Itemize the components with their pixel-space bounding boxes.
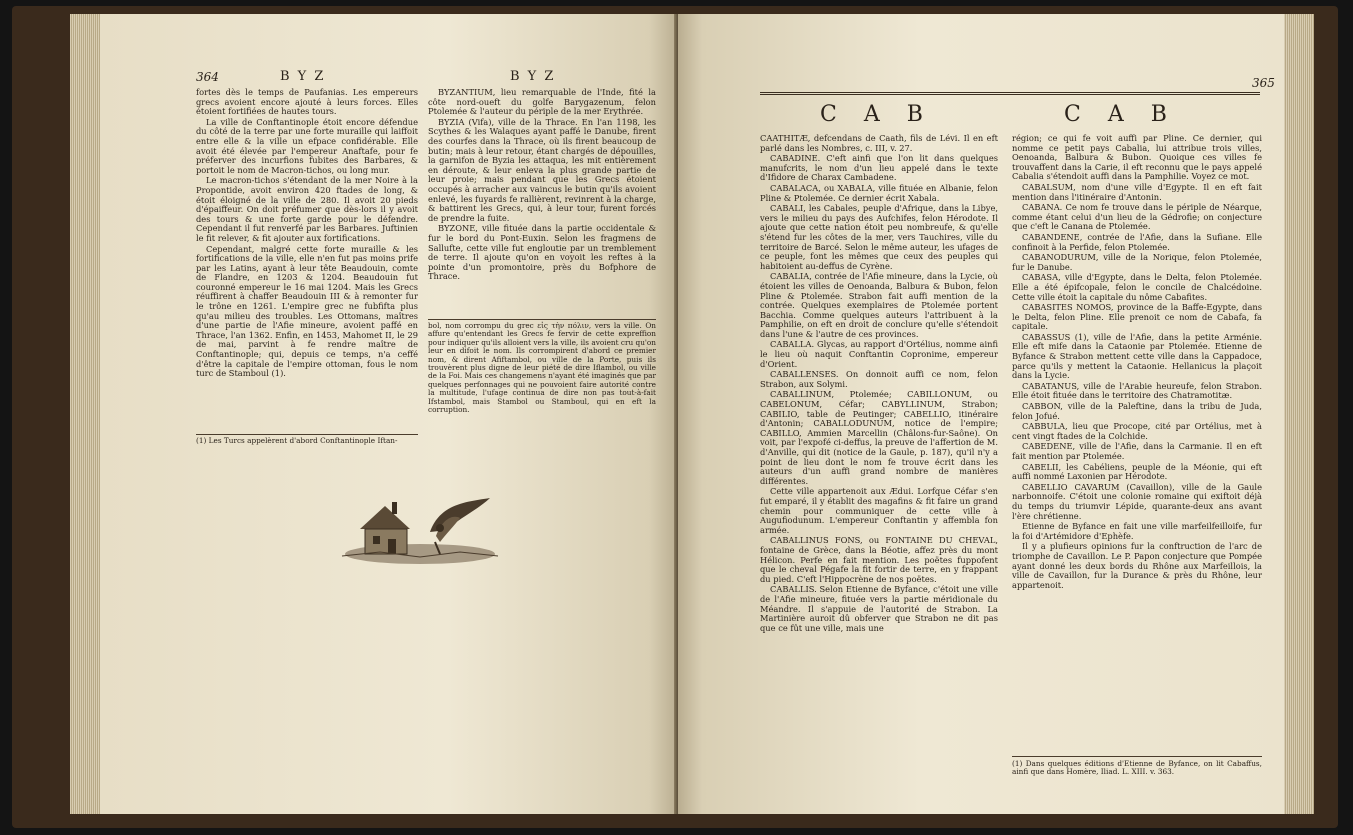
entry-caballinus-fons: CABALLINUS FONS, ou FONTAINE DU CHEVAL, fontaine de Grèce, dans la Béotie, affez près du mont Hélicon. Perfe en fait mention. Les poëtes fuppofent que le cheval Pégafe la fit fortir de terre, en y frappant du pied. C'eft l'Hippocrène de nos poëtes. [760, 535, 998, 584]
entry-cabbula: CABBULA, lieu que Procope, cité par Ortélius, met à cent vingt ftades de la Colchide. [1012, 421, 1262, 441]
paragraph: fortes dès le temps de Paufanias. Les empereurs grecs avoient encore ajouté à leurs forces. Elles étoient fortifiées de hautes tours. [196, 87, 418, 117]
running-head-left-2: B Y Z [510, 69, 556, 84]
entry-cabbon: CABBON, ville de la Paleftine, dans la tribu de Juda, felon Jofué. [1012, 401, 1262, 421]
paragraph: Le macron-tichos s'étendant de la mer Noire à la Propontide, avoit environ 420 ftades de long, & étoit éloigné de la ville de 280. Il avoit 20 pieds d'épaiffeur. On doit préfumer que dès-lors il y avoit des tours & une forte garde pour le défendre. Cependant il fut renverfé par les Barbares. Juftinien le fit relever, & fit ajouter aux fortifications. [196, 175, 418, 243]
section-title-left: C A B [820, 102, 933, 127]
entry-cabasites-nomos: CABASITES NOMOS, province de la Baffe-Egypte, dans le Delta, felon Pline. Elle prenoit ce nom de Cabafa, fa capitale. [1012, 302, 1262, 332]
entry-cabasa: CABASA, ville d'Egypte, dans le Delta, felon Ptolemée. Elle a été épifcopale, felon le concile de Chalcédoine. Cette ville étoit la capitale du nôme Cabafites. [1012, 272, 1262, 302]
entry-byzia: BYZIA (Vifa), ville de la Thrace. En l'an 1198, les Scythes & les Walaques ayant paffé le Danube, firent des courfes dans la Thrace, où ils firent beaucoup de butin; mais à leur retour, étant chargés de dépouilles, la garnifon de Byzia les attaqua, les mit entièrement en déroute, & leur enleva la plus grande partie de leur proie; mais pendant que les Grecs étoient occupés à arracher aux vaincus le butin qu'ils avoient enlevé, les fuyards fe rallièrent, revinrent à la charge, & battirent les Grecs, qui, à leur tour, furent forcés de prendre la fuite. [428, 116, 656, 223]
page-number-left: 364 [196, 70, 219, 84]
footnote-left-1: (1) Les Turcs appelèrent d'abord Conftantinople Iftan- [196, 436, 398, 445]
page-edges-right [1280, 14, 1314, 814]
paragraph: Il y a plufieurs opinions fur la conftruction de l'arc de triomphe de Cavaillon. Le P. Papon conjecture que Pompée ayant donné les deux bords du Rhône aux Marfeillois, la ville de Cavaillon, fur la Durance & près du Rhône, leur appartenoit. [1012, 541, 1262, 590]
vignette-farm-eagle-illustration [340, 484, 500, 569]
page-number-right: 365 [1252, 76, 1275, 90]
entry-cabellio-cavarum: CABELLIO CAVARUM (Cavaillon), ville de la Gaule narbonnoife. C'étoit une colonie romaine qui exiftoit déjà du temps du triumvir Lépide, quarante-deux ans avant l'ère chrétienne. [1012, 481, 1262, 521]
section-title-right: C A B [1064, 102, 1177, 127]
entry-cabassus: CABASSUS (1), ville de l'Afie, dans la petite Arménie. Elle eft mife dans la Cataonie par Ptolemée. Etienne de Byfance & Strabon mettent cette ville dans la Cappadoce, parce qu'ils y mettent la Cataonie. Hellanicus la plaçoit dans la Lycie. [1012, 331, 1262, 381]
paragraph: Cette ville appartenoit aux Ædui. Lorfque Céfar s'en fut emparé, il y établit des magafins & fit faire un grand chemin pour communiquer de cette ville à Augufiodunum. L'empereur Conftantin y affembla fon armée. [760, 486, 998, 535]
entry-cabandene: CABANDENE, contrée de l'Afie, dans la Sufiane. Elle confinoit à la Perfide, felon Ptolemée. [1012, 231, 1262, 252]
paragraph: région; ce qui fe voit auffi par Pline. Ce dernier, qui nomme ce petit pays Cabalia, lui attribue trois villes, Oenoanda, Balbura & Bubon. Quoique ces villes fe trouvaffent dans la Carie, il eft reconnu que le pays appelé Cabalia s'étendoit auffi dans la Pamphilie. Voyez ce mot. [1012, 133, 1262, 182]
entry-byzone: BYZONE, ville fituée dans la partie occidentale & fur le bord du Pont-Euxin. Selon les fragmens de Sallufte, cette ville fut engloutie par un tremblement de terre. Il ajoute qu'on en voyoit les reftes à la pointe d'un promontoire, près du Bofphore de Thrace. [428, 223, 656, 282]
entry-caathitae: CAATHITÆ, defcendans de Caath, fils de Lévi. Il en eft parlé dans les Nombres, c. III, v. 27. [760, 133, 998, 153]
entry-cabelii: CABELII, les Cabéliens, peuple de la Méonie, qui eft auffi nommé Laxonien par Hérodote. [1012, 461, 1262, 482]
entry-cabalaca: CABALACA, ou XABALA, ville fituée en Albanie, felon Pline & Ptolemée. Ce dernier écrit Xabala. [760, 182, 998, 203]
paragraph: Etienne de Byfance en fait une ville marfeilfeilloife, fur la foi d'Artémidore d'Ephèfe. [1012, 521, 1262, 541]
header-rule [760, 92, 1260, 95]
footnote-rule [196, 434, 418, 435]
entry-cabadine: CABADINE. C'eft ainfi que l'on lit dans quelques manufcrits, le nom d'un lieu appelé dans le texte d'Ifidore de Charax Cambadene. [760, 153, 998, 183]
footnote-right: (1) Dans quelques éditions d'Etienne de Byfance, on lit Cabaffus, ainfi que dans Homère, Iliad. L. XIII. v. 363. [1012, 759, 1262, 777]
right-column-2 [1012, 134, 1262, 591]
entry-cabali: CABALI, les Cabales, peuple d'Afrique, dans la Libye, vers le milieu du pays des Aufchifes, felon Hérodote. Il ajoute que cette nation étoit peu nombreufe, & qu'elle s'étend fur les côtes de la mer, vers Tauchires, ville du territoire de Barcé. Selon le même auteur, les ufages de ce peuple, font les mêmes que ceux des peuples qui habitoient au-deffus de Cyrène. [760, 203, 998, 271]
entry-cabalsum: CABALSUM, nom d'une ville d'Egypte. Il en eft fait mention dans l'itinéraire d'Antonin. [1012, 181, 1262, 202]
entry-caballinum: CABALLINUM, Ptolemée; CABILLONUM, ou CABELONUM, Céfar; CABYLLINUM, Strabon; CABILIO, table de Peutinger; CABELLIO, itinéraire d'Antonin; CABALLODUNUM, notice de l'empire; CABILLO, Ammien Marcellin (Châlons-fur-Saône). On voit, par l'expofé ci-deffus, la preuve de l'affertion de M. d'Anville, qui dit (notice de la Gaule, p. 187), qu'il n'y a point de lieu dont le nom fe trouve écrit dans les auteurs d'un auffi grand nombre de manières différentes. [760, 389, 998, 486]
entry-caballis: CABALLIS. Selon Etienne de Byfance, c'étoit une ville de l'Afie mineure, fituée vers la partie méridionale du Méandre. Il s'appuie de l'autorité de Strabon. La Martinière auroit dû obferver que Strabon ne dit pas que ce fût une ville, mais une [760, 584, 998, 633]
footnote-rule [1012, 756, 1262, 757]
footnote-rule [428, 319, 656, 320]
left-column-2 [428, 88, 656, 283]
paragraph: Cependant, malgré cette forte muraille & les fortifications de la ville, elle n'en fut pas moins prife par les Latins, ayant à leur tête Beaudouin, comte de Flandre, en 1203 & 1204. Beaudouin fut couronné empereur le 16 mai 1204. Mais les Grecs réuffirent à chaffer Beaudouin III & à remonter fur le trône en 1261. L'empire grec ne fubfifta plus qu'au milieu des troubles. Les Ottomans, maîtres d'une partie de l'Afie mineure, avoient paffé en Thrace, l'an 1362. Enfin, en 1453, Mahomet II, le 29 de mai, parvint à fe rendre maître de Conftantinople; qui, depuis ce temps, n'a ceffé d'être la capitale de l'empire ottoman, fous le nom turc de Stamboul (1). [196, 243, 418, 379]
entry-caballenses: CABALLENSES. On donnoit auffi ce nom, felon Strabon, aux Solymi. [760, 369, 998, 389]
entry-cabanodurum: CABANODURUM, ville de la Norique, felon Ptolemée, fur le Danube. [1012, 252, 1262, 272]
paragraph: La ville de Conftantinople étoit encore défendue du côté de la terre par une forte muraille qui laiffoit entre elle & la ville un efpace confidérable. Elle avoit été élevée par l'empereur Anaftafe, pour fe préferver des incurfions fubites des Barbares, & portoit le nom de Macron-tichos, ou long mur. [196, 116, 418, 175]
entry-cabatanus: CABATANUS, ville de l'Arabie heureufe, felon Strabon. Elle étoit fituée dans le territoire des Chatramotitæ. [1012, 380, 1262, 401]
right-page [678, 14, 1284, 814]
running-head-left-1: B Y Z [280, 69, 326, 84]
entry-cabana: CABANA. Ce nom fe trouve dans le périple de Néarque, comme étant celui d'un lieu de la Gédrofie; on conjecture que c'eft le Canana de Ptolemée. [1012, 202, 1262, 232]
left-column-1 [196, 88, 418, 380]
entry-cabedene: CABEDENE, ville de l'Afie, dans la Carmanie. Il en eft fait mention par Ptolemée. [1012, 441, 1262, 461]
right-column-1 [760, 134, 998, 634]
entry-byzantium: BYZANTIUM, lieu remarquable de l'Inde, fité la côte nord-oueft du golfe Barygazenum, felon Ptolemée & l'auteur du périple de la mer Erythrée. [428, 87, 656, 117]
footnote-left-2: bol, nom corrompu du grec εἰς τὴν πόλιν, vers la ville. On affure qu'entendant les Grecs fe fervir de cette expreffion pour indiquer qu'ils alloient vers la ville, ils avoient cru qu'on leur en difoit le nom. Ils corrompirent d'abord ce premier nom, & dirent Afiftambol, ou ville de la Porte, puis ils trouvèrent plus digne de leur piété de dire Iflambol, ou ville de la Foi. Mais ces changemens n'ayant été imaginés que par quelques perfonnages qui ne pouvoient faire autorité contre la multitude, l'ufage continua de dire non pas tout-à-fait Ifstambol, mais Stambol ou Stamboul, qui en eft la corruption. [428, 321, 656, 415]
entry-caballa: CABALLA. Glycas, au rapport d'Ortélius, nomme ainfi le lieu où naquit Conftantin Copronime, empereur d'Orient. [760, 339, 998, 369]
left-page [100, 14, 678, 814]
entry-cabalia: CABALIA, contrée de l'Afie mineure, dans la Lycie, où étoient les villes de Oenoanda, Balbura & Bubon, felon Pline & Ptolemée. Strabon fait auffi mention de la contrée. Quelques exemplaires de Ptolemée portent Bacchia. Comme quelques auteurs l'attribuent à la Pamphilie, on eft en droit de conclure qu'elle s'étendoit dans l'une & l'autre de ces provinces. [760, 271, 998, 339]
